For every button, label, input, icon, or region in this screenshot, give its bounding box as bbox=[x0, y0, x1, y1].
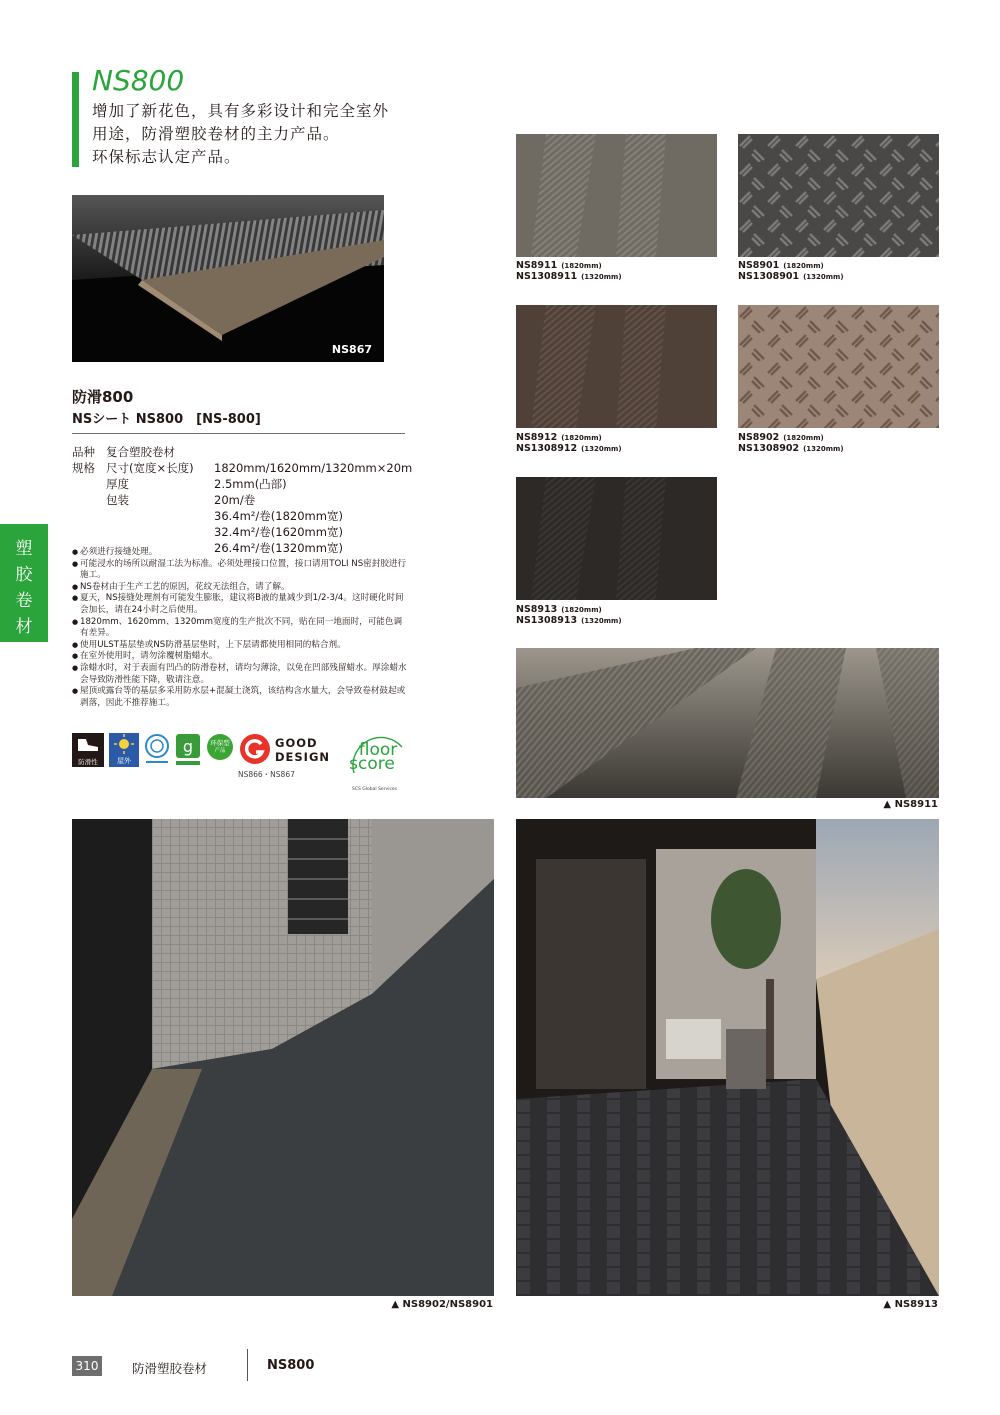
swatch-ns8913 bbox=[516, 477, 717, 604]
swatch-code-1820: NS8913 bbox=[516, 604, 558, 615]
note-item: ● 可能浸水的场所以耐湿工法为标准。必须处理接口位置，接口请用TOLI NS密封胶进行施工。 bbox=[72, 559, 407, 582]
swatch-width-1320: (1320mm) bbox=[581, 617, 622, 625]
side-tab-char: 胶 bbox=[15, 565, 33, 585]
svg-text:g: g bbox=[182, 737, 194, 756]
swatch-code bbox=[516, 605, 602, 615]
swatch-code bbox=[516, 433, 602, 443]
green-purchase-icon bbox=[175, 733, 201, 767]
footer-divider bbox=[247, 1349, 248, 1381]
swatch-code-1320: NS1308912 bbox=[516, 443, 578, 454]
closeup-photo bbox=[516, 648, 939, 798]
note-item: ● 1820mm、1620mm、1320mm宽度的生产批次不同，贴在同一地面时，可能色调有差异。 bbox=[72, 617, 407, 640]
swatch-width-1820: (1820mm) bbox=[783, 262, 824, 270]
side-tab-char: 塑 bbox=[15, 539, 33, 559]
corridor-caption: ▲ NS8902/NS8901 bbox=[391, 1299, 493, 1310]
corridor-photo-image bbox=[72, 819, 494, 1296]
spec-value: 复合塑胶卷材 bbox=[106, 445, 175, 459]
swatch-code-1820: NS8912 bbox=[516, 432, 558, 443]
eco-product-icon bbox=[205, 733, 235, 767]
spec-value: 2.5mm(凸部) bbox=[214, 477, 287, 491]
swatch-image bbox=[516, 134, 717, 257]
good-design-mark-icon bbox=[239, 733, 271, 765]
category-side-tab bbox=[0, 524, 48, 642]
spec-key: 尺寸(宽度×长度) bbox=[106, 461, 194, 475]
footer-category: 防滑塑胶卷材 bbox=[132, 1361, 208, 1376]
swatch-code bbox=[516, 261, 602, 271]
spec-value: 26.4m²/卷(1320mm宽) bbox=[214, 541, 343, 555]
swatch-width-1820: (1820mm) bbox=[561, 606, 602, 614]
hero-photo-label: NS867 bbox=[331, 343, 372, 356]
swatch-image bbox=[516, 305, 717, 428]
swatch-code bbox=[516, 616, 622, 626]
spec-key: 厚度 bbox=[106, 477, 129, 491]
standard-mark-icon bbox=[143, 733, 171, 767]
swatch-width-1320: (1320mm) bbox=[581, 445, 622, 453]
sun-icon bbox=[109, 733, 139, 755]
swatch-code-1320: NS1308902 bbox=[738, 443, 800, 454]
side-tab-char: 材 bbox=[15, 617, 33, 637]
swatch-code-1320: NS1308911 bbox=[516, 271, 578, 282]
corridor-photo bbox=[72, 819, 494, 1296]
intro-line: 用途，防滑塑胶卷材的主力产品。 bbox=[92, 125, 340, 143]
swatch-ns8911 bbox=[516, 134, 717, 261]
swatch-ns8912 bbox=[516, 305, 717, 432]
swatch-image bbox=[516, 477, 717, 600]
good-design-line2: DESIGN bbox=[275, 750, 331, 764]
swatch-code bbox=[516, 444, 622, 454]
balcony-photo bbox=[516, 819, 939, 1296]
antislip-label: 防滑性 bbox=[78, 758, 98, 766]
page-title: NS800 bbox=[92, 64, 185, 97]
swatch-ns8901 bbox=[738, 134, 939, 261]
intro-line: 增加了新花色，具有多彩设计和完全室外 bbox=[92, 102, 390, 120]
swatch-code bbox=[738, 261, 824, 271]
closeup-photo-image bbox=[516, 648, 939, 798]
spec-value: 32.4m²/卷(1620mm宽) bbox=[214, 525, 343, 539]
hero-photo bbox=[72, 195, 384, 362]
outdoor-label: 屋外 bbox=[117, 757, 131, 765]
swatch-code-1820: NS8902 bbox=[738, 432, 780, 443]
spec-key: 规格 bbox=[72, 461, 95, 475]
intro-line: 环保标志认定产品。 bbox=[92, 148, 241, 166]
swatch-width-1820: (1820mm) bbox=[561, 434, 602, 442]
swatch-width-1820: (1820mm) bbox=[561, 262, 602, 270]
spec-value: 20m/卷 bbox=[214, 493, 256, 507]
swatch-code-1320: NS1308913 bbox=[516, 615, 578, 626]
closeup-caption: ▲ NS8911 bbox=[883, 799, 938, 810]
floorscore-line1: floor bbox=[358, 740, 398, 760]
note-item: ● NS卷材由于生产工艺的原因，花纹无法组合，请了解。 bbox=[72, 582, 407, 594]
swatch-ns8902 bbox=[738, 305, 939, 432]
title-accent-bar bbox=[72, 72, 79, 167]
good-design-line1: GOOD bbox=[275, 736, 318, 750]
swatch-code bbox=[738, 444, 844, 454]
swatch-code-1320: NS1308901 bbox=[738, 271, 800, 282]
spec-value: 1820mm/1620mm/1320mm×20m bbox=[214, 461, 413, 475]
eco-label: 环保型 bbox=[210, 739, 230, 747]
product-name: 防滑800 bbox=[72, 388, 134, 406]
swatch-code-1820: NS8911 bbox=[516, 260, 558, 271]
swatch-width-1820: (1820mm) bbox=[783, 434, 824, 442]
eco-sublabel: 产品 bbox=[214, 748, 226, 754]
swatch-code bbox=[738, 272, 844, 282]
floorscore-logo bbox=[342, 733, 408, 799]
swatch-width-1320: (1320mm) bbox=[803, 273, 844, 281]
swatch-code bbox=[516, 272, 622, 282]
intro-text bbox=[92, 100, 422, 169]
shoe-icon bbox=[72, 733, 104, 755]
balcony-caption: ▲ NS8913 bbox=[883, 1299, 938, 1310]
swatch-width-1320: (1320mm) bbox=[803, 445, 844, 453]
balcony-photo-image bbox=[516, 819, 939, 1296]
swatch-image bbox=[738, 305, 939, 428]
floorscore-footnote: SCS Global Services bbox=[352, 787, 398, 792]
note-item: ● 必须进行接缝处理。 bbox=[72, 547, 407, 559]
good-design-caption: NS866・NS867 bbox=[238, 770, 295, 779]
swatch-code bbox=[738, 433, 824, 443]
note-item: ● 夏天，NS接缝处理剂有可能发生膨胀，建议将B液的量减少到1/2-3/4。这时硬化时间会加长，请在24小时之后使用。 bbox=[72, 593, 407, 616]
antislip-icon bbox=[72, 733, 104, 767]
swatch-code-1820: NS8901 bbox=[738, 260, 780, 271]
floorscore-line2: score bbox=[349, 754, 395, 774]
side-tab-char: 卷 bbox=[15, 591, 33, 611]
notes-list bbox=[72, 547, 407, 709]
page-number: 310 bbox=[72, 1356, 102, 1376]
swatch-image bbox=[738, 134, 939, 257]
note-item: ● 涂蜡水时，对于表面有凹凸的防滑卷材，请均匀薄涂，以免在凹部残留蜡水。厚涂蜡水会导致防滑性能下降，敬请注意。 bbox=[72, 663, 407, 686]
spec-value: 36.4m²/卷(1820mm宽) bbox=[214, 509, 343, 523]
spec-key: 品种 bbox=[72, 445, 95, 459]
note-item: ● 在室外使用时，请勿涂覆树脂蜡水。 bbox=[72, 651, 407, 663]
spec-key: 包装 bbox=[106, 493, 129, 507]
footer-product-code: NS800 bbox=[267, 1358, 315, 1373]
hero-photo-image bbox=[72, 195, 384, 362]
product-subname: NSシート NS800 [NS-800] bbox=[72, 412, 261, 427]
outdoor-icon bbox=[109, 733, 139, 767]
note-item: ● 屋顶或露台等的基层多采用防水层+混凝土浇筑，该结构含水量大，会导致卷材鼓起或剥落，因此不推荐施工。 bbox=[72, 686, 407, 709]
certification-icons bbox=[72, 733, 412, 803]
divider bbox=[72, 433, 405, 434]
note-item: ● 使用ULST基层垫或NS防滑基层垫时，上下层请都使用相同的粘合剂。 bbox=[72, 640, 407, 652]
swatch-width-1320: (1320mm) bbox=[581, 273, 622, 281]
